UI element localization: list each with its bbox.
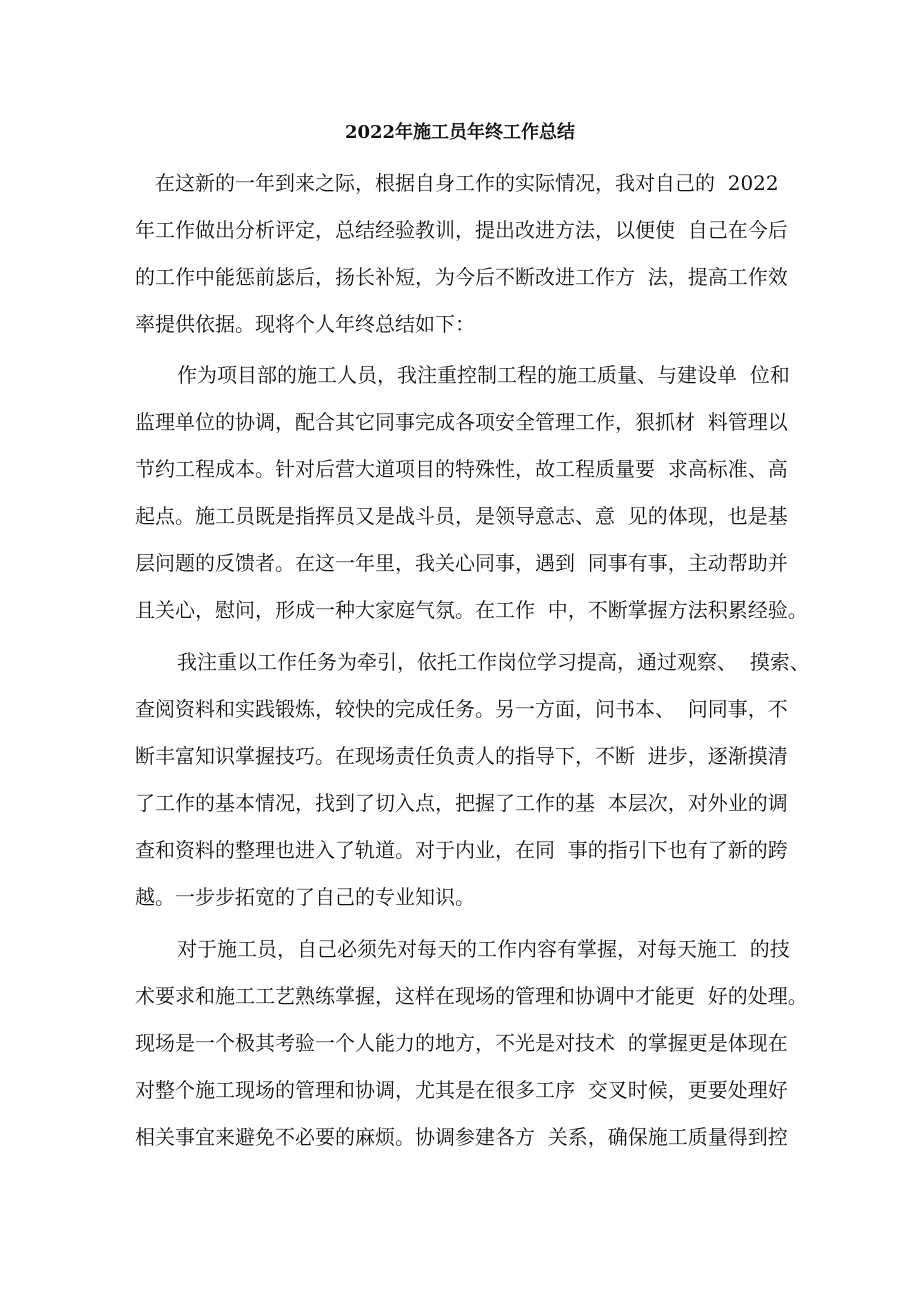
text-line: 作为项目部的施工人员，我注重控制工程的施工质量、与建设单 位和 — [177, 363, 790, 387]
text-line: 监理单位的协调，配合其它同事完成各项安全管理工作，狠抓材 料管理以 — [135, 410, 788, 434]
text-line: 现场是一个极其考验一个人能力的地方，不光是对技术 的掌握更是体现在 — [135, 1031, 788, 1055]
text-line: 起点。施工员既是指挥员又是战斗员，是领导意志、意 见的体现，也是基 — [135, 504, 788, 528]
text-line: 对于施工员，自己必须先对每天的工作内容有掌握，对每天施工 的技 — [177, 937, 790, 961]
text-line: 相关事宜来避免不必要的麻烦。协调参建各方 关系，确保施工质量得到控 — [135, 1125, 788, 1149]
text-line: 我注重以工作任务为牵引，依托工作岗位学习提高，通过观察、 摸索、 — [177, 650, 810, 674]
text-line: 术要求和施工工艺熟练掌握，这样在现场的管理和协调中才能更 好的处理。 — [135, 984, 808, 1008]
text-line: 了工作的基本情况，找到了切入点，把握了工作的基 本层次，对外业的调 — [135, 791, 788, 815]
text-line: 年工作做出分析评定，总结经验教训，提出改进方法，以便使 自己在今后 — [135, 218, 788, 242]
text-line: 断丰富知识掌握技巧。在现场责任负责人的指导下，不断 进步，逐渐摸清 — [135, 744, 788, 768]
text-line: 查和资料的整理也进入了轨道。对于内业，在同 事的指引下也有了新的跨 — [135, 838, 788, 862]
text-line: 越。一步步拓宽的了自己的专业知识。 — [135, 885, 475, 909]
text-line: 在这新的一年到来之际，根据自身工作的实际情况，我对自己的 2022 — [155, 171, 779, 195]
text-line: 查阅资料和实践锻炼，较快的完成任务。另一方面，问书本、 问同事，不 — [135, 697, 788, 721]
text-line: 且关心，慰问，形成一种大家庭气氛。在工作 中，不断掌握方法积累经验。 — [135, 598, 808, 622]
text-line: 节约工程成本。针对后营大道项目的特殊性，故工程质量要 求高标准、高 — [135, 457, 788, 481]
text-line: 层问题的反馈者。在这一年里，我关心同事，遇到 同事有事，主动帮助并 — [135, 551, 788, 575]
text-line: 对整个施工现场的管理和协调，尤其是在很多工序 交叉时候，更要处理好 — [135, 1078, 788, 1102]
text-line: 的工作中能惩前毖后，扬长补短，为今后不断改进工作方 法，提高工作效 — [135, 265, 788, 289]
text-line: 率提供依据。现将个人年终总结如下： — [135, 312, 475, 336]
document-title: 2022年施工员年终工作总结 — [344, 122, 576, 143]
